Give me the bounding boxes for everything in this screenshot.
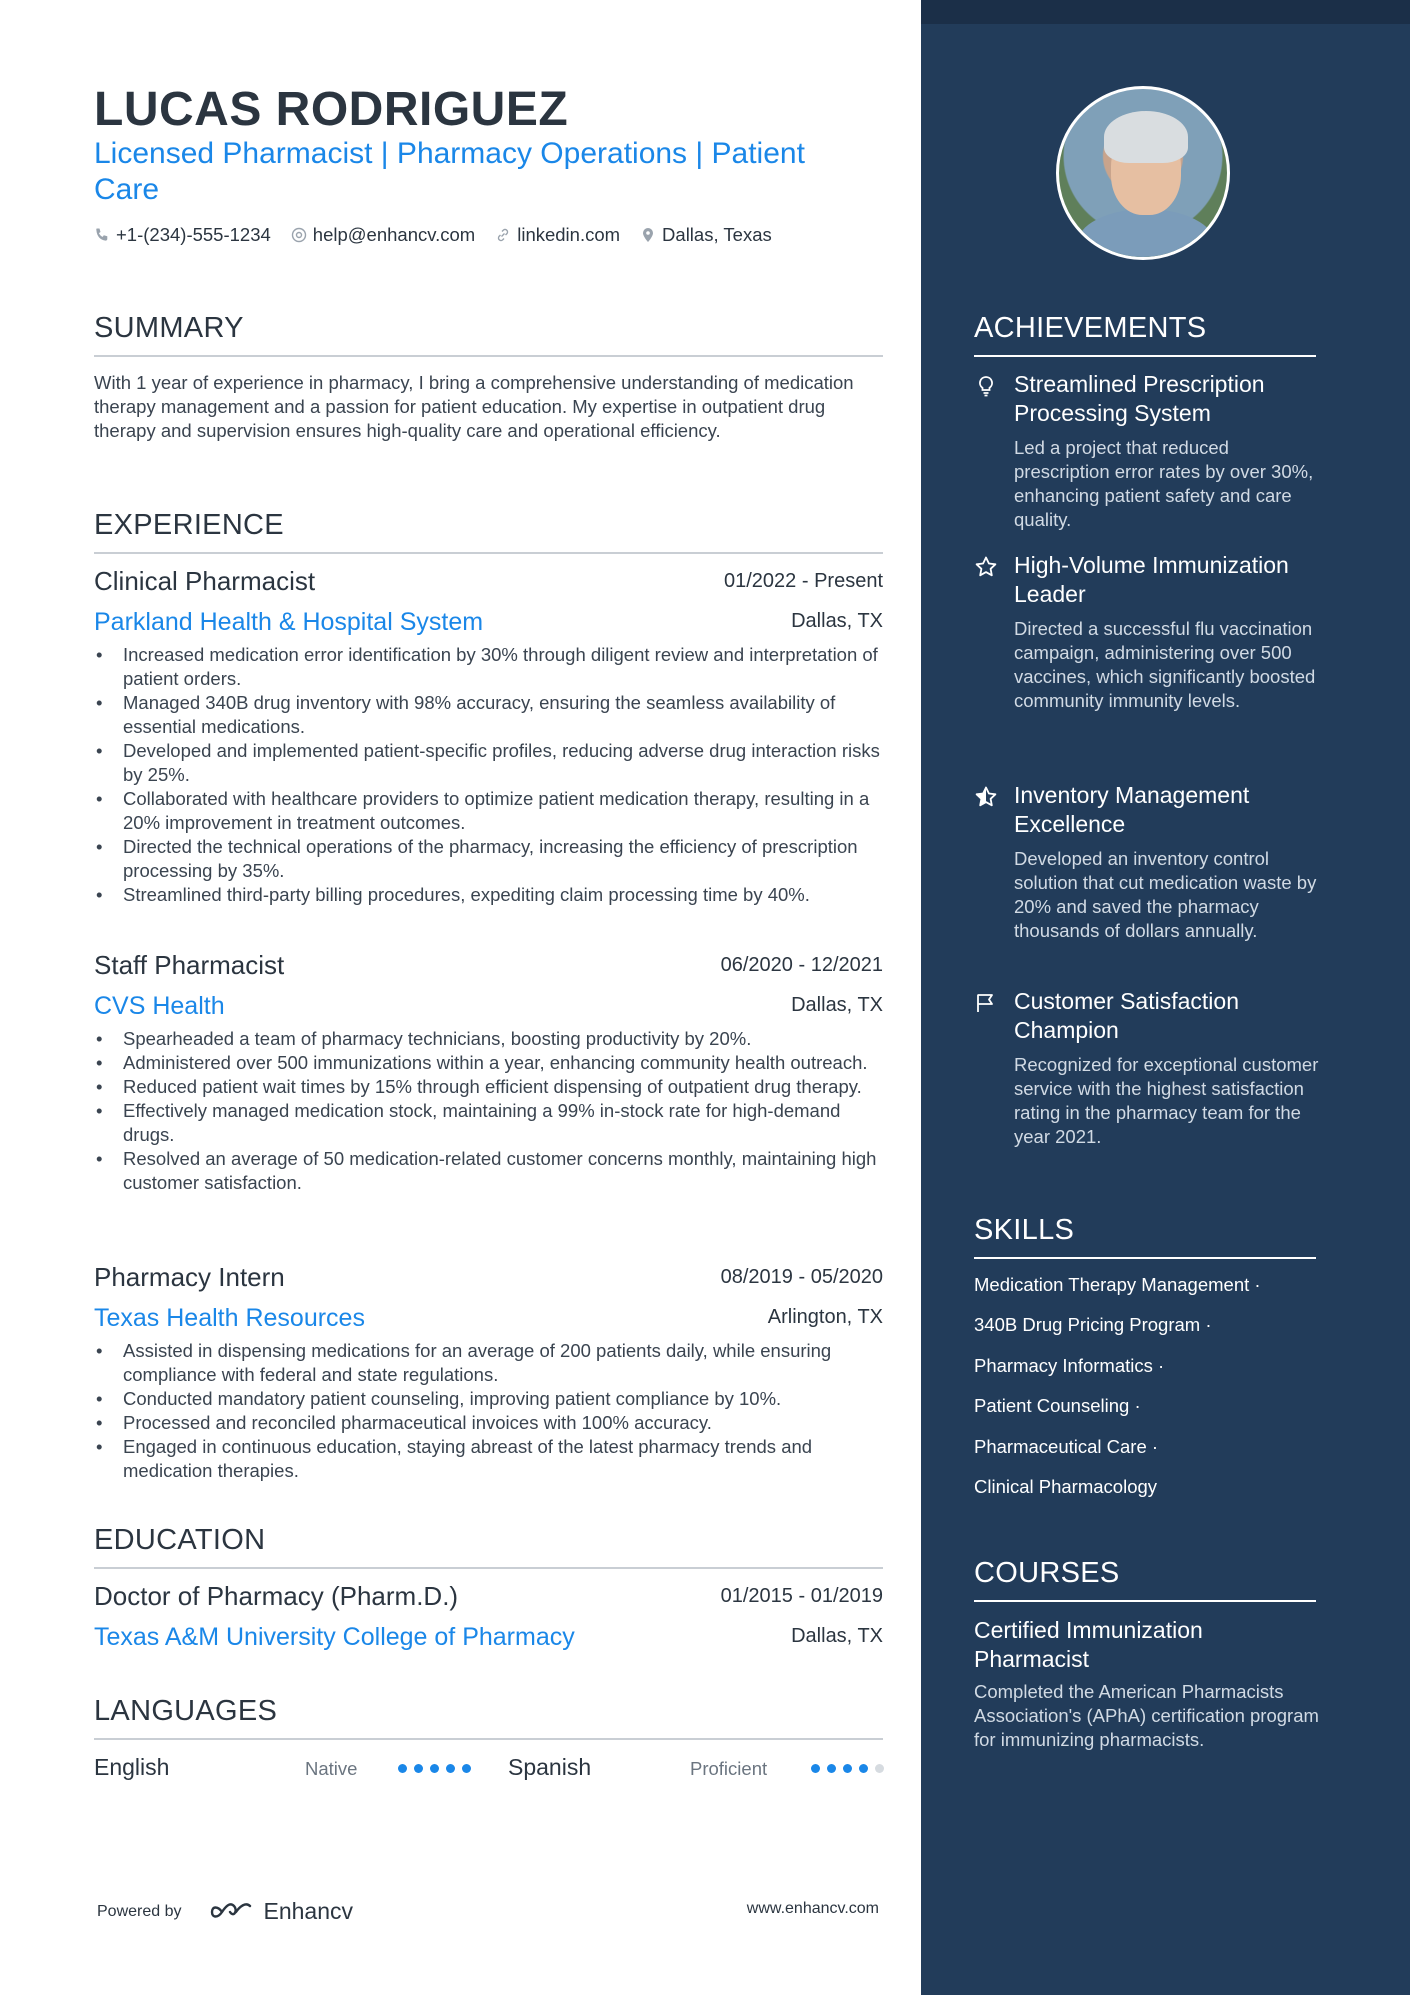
enhancv-logo-icon bbox=[210, 1900, 256, 1924]
achievement-desc: Directed a successful flu vaccination campaign, administering over 500 vaccines, which significantly boosted community immunity levels. bbox=[1014, 618, 1316, 711]
rating-dot-filled bbox=[843, 1764, 852, 1773]
rating-dot-filled bbox=[462, 1764, 471, 1773]
lightbulb-icon bbox=[974, 374, 998, 398]
education-degree: Doctor of Pharmacy (Pharm.D.) bbox=[94, 1581, 459, 1611]
job-location: Dallas, TX bbox=[791, 994, 883, 1016]
languages-heading: LANGUAGES bbox=[94, 1695, 883, 1740]
profile-photo bbox=[1056, 86, 1230, 260]
courses-heading: COURSES bbox=[974, 1557, 1316, 1602]
contact-email[interactable] bbox=[291, 224, 475, 246]
rating-dot-filled bbox=[398, 1764, 407, 1773]
job-dates: 01/2022 - Present bbox=[724, 570, 883, 592]
job-role: Staff Pharmacist bbox=[94, 950, 285, 980]
rating-dot-filled bbox=[811, 1764, 820, 1773]
job-bullet: • Effectively managed medication stock, maintaining a 99% in-stock rate for high-demand drugs. bbox=[94, 1099, 884, 1147]
sidebar-top-bar bbox=[921, 0, 1410, 24]
photo-hair bbox=[1104, 111, 1188, 163]
job-bullet: • Resolved an average of 50 medication-related customer concerns monthly, maintaining high customer satisfaction. bbox=[94, 1147, 884, 1195]
job-bullet: • Assisted in dispensing medications for an average of 200 patients daily, while ensuring compliance with federal and state regulations. bbox=[94, 1339, 884, 1387]
job-bullets bbox=[94, 643, 884, 907]
course-desc: Completed the American Pharmacists Association's (APhA) certification program for immunizing pharmacists. bbox=[974, 1681, 1319, 1750]
location-text: Dallas, Texas bbox=[662, 224, 772, 245]
star-icon bbox=[974, 555, 998, 579]
job-bullet: • Managed 340B drug inventory with 98% accuracy, ensuring the seamless availability of essential medications. bbox=[94, 691, 884, 739]
language-rating bbox=[811, 1764, 884, 1773]
education-heading: EDUCATION bbox=[94, 1524, 883, 1569]
achievements-heading: ACHIEVEMENTS bbox=[974, 312, 1316, 357]
job-company[interactable]: CVS Health bbox=[94, 992, 225, 1020]
achievement-title: Customer Satisfaction Champion bbox=[1014, 988, 1239, 1043]
job-bullet: • Processed and reconciled pharmaceutical invoices with 100% accuracy. bbox=[94, 1411, 884, 1435]
language-name: English bbox=[94, 1754, 170, 1780]
achievement-desc: Led a project that reduced prescription error rates by over 30%, enhancing patient safety and care quality. bbox=[1014, 437, 1314, 530]
achievement-title: Streamlined Prescription Processing System bbox=[1014, 371, 1265, 426]
job-bullets bbox=[94, 1027, 884, 1195]
flag-icon bbox=[974, 991, 998, 1015]
rating-dot-filled bbox=[414, 1764, 423, 1773]
job-role: Pharmacy Intern bbox=[94, 1262, 285, 1292]
skill-item: Pharmacy Informatics · bbox=[974, 1355, 1165, 1376]
footer-url[interactable]: www.enhancv.com bbox=[746, 1900, 879, 1917]
language-rating bbox=[398, 1764, 471, 1773]
skill-item: Medication Therapy Management · bbox=[974, 1274, 1261, 1295]
half-star-icon bbox=[974, 785, 998, 809]
job-bullet: • Spearheaded a team of pharmacy technicians, boosting productivity by 20%. bbox=[94, 1027, 884, 1051]
job-bullet: • Collaborated with healthcare providers to optimize patient medication therapy, resulting in a 20% improvement in treatment outcomes. bbox=[94, 787, 884, 835]
education-dates: 01/2015 - 01/2019 bbox=[720, 1585, 883, 1607]
at-icon bbox=[291, 227, 307, 243]
contact-phone[interactable] bbox=[94, 224, 271, 246]
summary-heading: SUMMARY bbox=[94, 312, 883, 357]
language-level: Native bbox=[305, 1758, 358, 1779]
contact-location bbox=[640, 224, 772, 246]
job-bullets bbox=[94, 1339, 884, 1483]
rating-dot-filled bbox=[446, 1764, 455, 1773]
rating-dot-filled bbox=[859, 1764, 868, 1773]
rating-dot-filled bbox=[430, 1764, 439, 1773]
rating-dot-filled bbox=[827, 1764, 836, 1773]
email-text: help@enhancv.com bbox=[312, 224, 476, 245]
job-company[interactable]: Texas Health Resources bbox=[94, 1304, 365, 1332]
skill-item: Pharmaceutical Care · bbox=[974, 1436, 1159, 1457]
achievement-title: High-Volume Immunization Leader bbox=[1014, 552, 1289, 607]
footer-powered bbox=[97, 1898, 353, 1925]
job-bullet: • Directed the technical operations of the pharmacy, increasing the efficiency of prescription processing by 35%. bbox=[94, 835, 884, 883]
powered-by-label: Powered by bbox=[97, 1902, 182, 1920]
education-location: Dallas, TX bbox=[791, 1625, 883, 1647]
job-role: Clinical Pharmacist bbox=[94, 566, 316, 596]
achievement-desc: Recognized for exceptional customer service with the highest satisfaction rating in the pharmacy team for the year 2021. bbox=[1014, 1054, 1319, 1147]
language-name: Spanish bbox=[508, 1754, 592, 1780]
contact-linkedin[interactable] bbox=[495, 224, 620, 246]
job-dates: 08/2019 - 05/2020 bbox=[720, 1266, 883, 1288]
contact-bar bbox=[94, 224, 772, 246]
skill-item: Clinical Pharmacology bbox=[974, 1476, 1158, 1497]
skills-heading: SKILLS bbox=[974, 1214, 1316, 1259]
job-bullet: • Administered over 500 immunizations within a year, enhancing community health outreach. bbox=[94, 1051, 884, 1075]
job-bullet: • Increased medication error identification by 30% through diligent review and interpretation of patient orders. bbox=[94, 643, 884, 691]
job-bullet: • Developed and implemented patient-specific profiles, reducing adverse drug interaction risks by 25%. bbox=[94, 739, 884, 787]
brand-name: Enhancv bbox=[263, 1898, 354, 1924]
job-dates: 06/2020 - 12/2021 bbox=[720, 954, 883, 976]
job-bullet: • Reduced patient wait times by 15% through efficient dispensing of outpatient drug therapy. bbox=[94, 1075, 884, 1099]
summary-text: With 1 year of experience in pharmacy, I bring a comprehensive understanding of medication therapy management and a passion for patient education. My expertise in outpatient drug therapy and supervision ensures high-quality care and operational efficiency. bbox=[94, 372, 854, 441]
phone-text: +1-(234)-555-1234 bbox=[116, 224, 271, 245]
link-icon bbox=[495, 227, 511, 243]
location-pin-icon bbox=[640, 227, 656, 243]
language-level: Proficient bbox=[690, 1758, 768, 1779]
photo-shirt bbox=[1077, 209, 1215, 260]
linkedin-text: linkedin.com bbox=[517, 224, 621, 245]
rating-dot-empty bbox=[875, 1764, 884, 1773]
education-school[interactable]: Texas A&M University College of Pharmacy bbox=[94, 1623, 575, 1651]
job-bullet: • Engaged in continuous education, staying abreast of the latest pharmacy trends and medication therapies. bbox=[94, 1435, 884, 1483]
course-title: Certified Immunization Pharmacist bbox=[974, 1617, 1203, 1672]
job-company[interactable]: Parkland Health & Hospital System bbox=[94, 608, 484, 636]
phone-icon bbox=[94, 227, 110, 243]
experience-heading: EXPERIENCE bbox=[94, 509, 883, 554]
skill-item: Patient Counseling · bbox=[974, 1395, 1141, 1416]
candidate-name: LUCAS RODRIGUEZ bbox=[94, 83, 569, 136]
skill-item: 340B Drug Pricing Program · bbox=[974, 1314, 1212, 1335]
job-bullet: • Conducted mandatory patient counseling, improving patient compliance by 10%. bbox=[94, 1387, 884, 1411]
achievement-title: Inventory Management Excellence bbox=[1014, 782, 1250, 837]
job-bullet: • Streamlined third-party billing procedures, expediting claim processing time by 40%. bbox=[94, 883, 884, 907]
enhancv-logo[interactable] bbox=[210, 1898, 354, 1925]
headline: Licensed Pharmacist | Pharmacy Operations | Patient Care bbox=[94, 137, 805, 206]
job-location: Dallas, TX bbox=[791, 610, 883, 632]
job-location: Arlington, TX bbox=[767, 1306, 883, 1328]
achievement-desc: Developed an inventory control solution that cut medication waste by 20% and saved the pharmacy thousands of dollars annually. bbox=[1014, 848, 1317, 941]
